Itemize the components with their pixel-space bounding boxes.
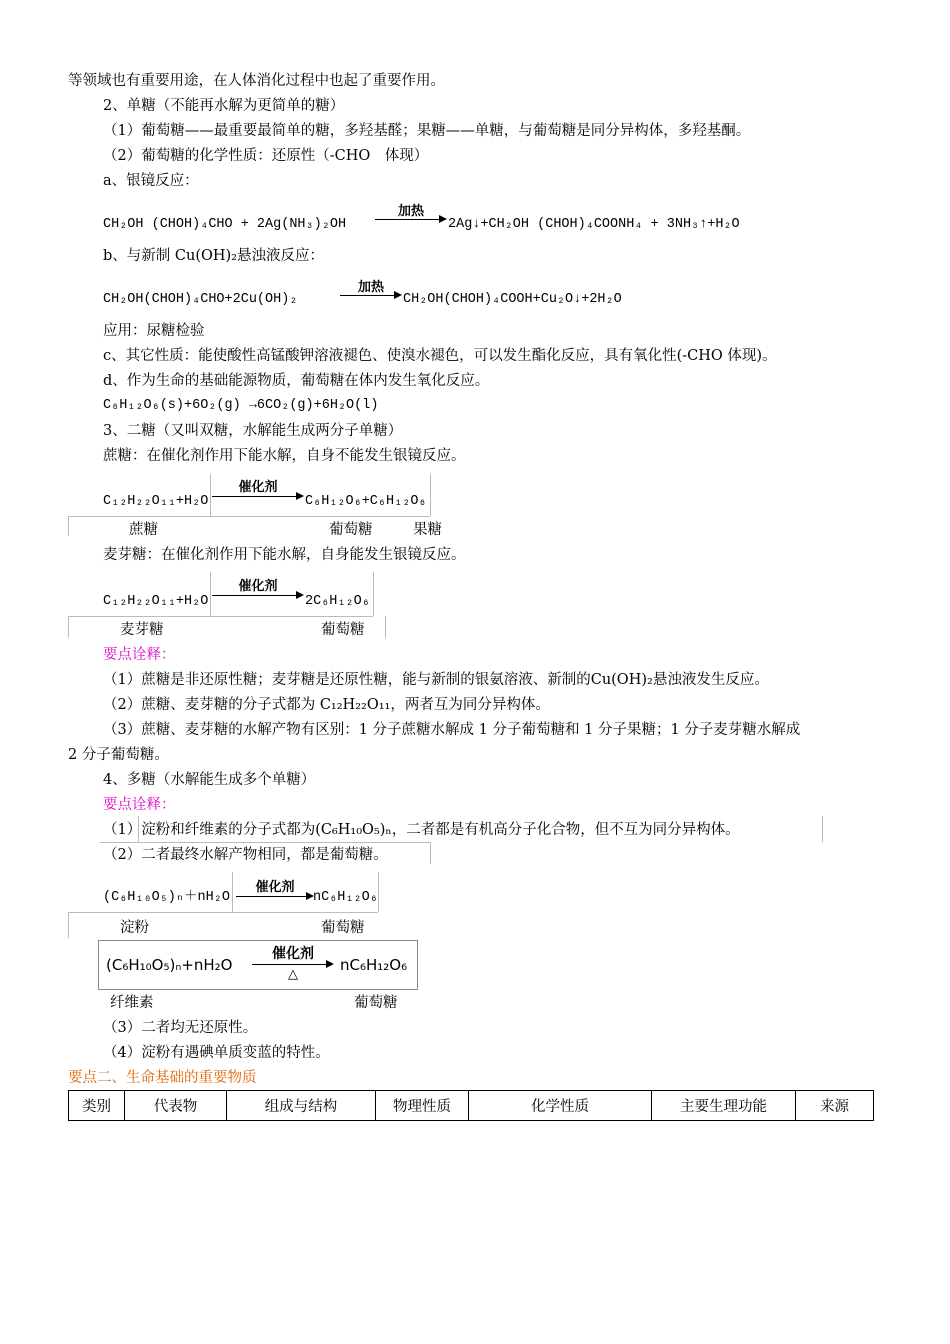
eq7-heat: △ xyxy=(288,967,298,982)
maltose-description: 麦芽糖：在催化剂作用下能水解，自身能发生银镜反应。 xyxy=(103,547,466,563)
application-text: 应用：尿糖检验 xyxy=(103,323,205,339)
intro-text: 等领域也有重要用途，在人体消化过程中也起了重要作用。 xyxy=(68,73,445,89)
table-header-cell: 化学性质 xyxy=(469,1091,652,1121)
heading-polysaccharide: 4、多糖（水解能生成多个单糖） xyxy=(103,772,316,788)
eq2-right: CH₂OH(CHOH)₄COOH+Cu₂O↓+2H₂O xyxy=(403,292,622,307)
label-starch: 淀粉 xyxy=(120,920,149,936)
table-header-cell: 物理性质 xyxy=(376,1091,469,1121)
mono-point-1: （1）葡萄糖——最重要最简单的糖，多羟基醛；果糖——单糖，与葡萄糖是同分异构体，多羟基酮。 xyxy=(103,123,751,139)
label-maltose: 麦芽糖 xyxy=(120,622,164,638)
eq1-right: 2Ag↓+CH₂OH (CHOH)₄COONH₄ + 3NH₃↑+H₂O xyxy=(448,217,740,232)
label-sucrose: 蔗糖 xyxy=(129,522,158,538)
eq4-arrow xyxy=(212,476,304,506)
table-header-cell: 代表物 xyxy=(125,1091,227,1121)
eq1-left: CH₂OH (CHOH)₄CHO + 2Ag(NH₃)₂OH xyxy=(103,217,347,232)
eq2-condition: 加热 xyxy=(357,280,384,295)
di-point-1: （1）蔗糖是非还原性糖；麦芽糖是还原性糖，能与新制的银氨溶液、新制的Cu(OH)₂悬浊液发生反应。 xyxy=(103,672,769,688)
key-points-title-1: 要点诠释： xyxy=(103,647,176,663)
cuoh2-label: b、与新制 Cu(OH)₂悬浊液反应： xyxy=(103,248,324,264)
eq1-arrow xyxy=(375,200,447,230)
table-header-cell: 组成与结构 xyxy=(227,1091,376,1121)
substances-table xyxy=(68,1090,874,1121)
poly-point-2: （2）二者最终水解产物相同，都是葡萄糖。 xyxy=(103,847,388,863)
eq7-arrow xyxy=(252,943,334,985)
eq6-right: nC₆H₁₂O₆ xyxy=(313,890,378,905)
poly-point-4: （4）淀粉有遇碘单质变蓝的特性。 xyxy=(103,1045,330,1061)
eq4-left: C₁₂H₂₂O₁₁+H₂O xyxy=(103,494,209,509)
poly-point-3: （3）二者均无还原性。 xyxy=(103,1020,258,1036)
silver-mirror-label: a、银镜反应： xyxy=(103,173,199,189)
label-fructose: 果糖 xyxy=(413,522,442,538)
heading-disaccharide: 3、二糖（又叫双糖，水解能生成两分子单糖） xyxy=(103,423,403,439)
table-header-cell: 主要生理功能 xyxy=(652,1091,796,1121)
eq5-condition: 催化剂 xyxy=(238,579,278,594)
section-2-title: 要点二、生命基础的重要物质 xyxy=(68,1070,257,1086)
eq4-right: C₆H₁₂O₆+C₆H₁₂O₆ xyxy=(305,494,427,509)
table-header-cell: 类别 xyxy=(69,1091,125,1121)
eq7-right: nC₆H₁₂O₆ xyxy=(340,956,408,974)
heading-monosaccharide: 2、单糖（不能再水解为更简单的糖） xyxy=(103,98,345,114)
eq7-condition: 催化剂 xyxy=(272,946,314,962)
eq2-left: CH₂OH(CHOH)₄CHO+2Cu(OH)₂ xyxy=(103,292,298,307)
poly-point-1: （1）淀粉和纤维素的分子式都为(C₆H₁₀O₅)ₙ，二者都是有机高分子化合物，但不互为同分异构体。 xyxy=(103,822,740,838)
label-glucose-1: 葡萄糖 xyxy=(329,522,373,538)
eq4-condition: 催化剂 xyxy=(238,480,278,495)
di-point-3a: （3）蔗糖、麦芽糖的水解产物有区别：1 分子蔗糖水解成 1 分子葡萄糖和 1 分子果糖；1 分子麦芽糖水解成 xyxy=(103,722,801,738)
eq5-left: C₁₂H₂₂O₁₁+H₂O xyxy=(103,594,209,609)
eq6-arrow xyxy=(236,876,314,904)
table-header-cell: 来源 xyxy=(796,1091,874,1121)
label-glucose-2: 葡萄糖 xyxy=(321,622,365,638)
sucrose-description: 蔗糖：在催化剂作用下能水解，自身不能发生银镜反应。 xyxy=(103,448,466,464)
eq5-right: 2C₆H₁₂O₆ xyxy=(305,594,370,609)
eq2-arrow xyxy=(340,276,402,306)
mono-point-2: （2）葡萄糖的化学性质：还原性（-CHO 体现） xyxy=(103,148,429,164)
mono-point-c: c、其它性质：能使酸性高锰酸钾溶液褪色、使溴水褪色，可以发生酯化反应，具有氧化性(-CHO 体现)。 xyxy=(103,348,777,364)
eq6-condition: 催化剂 xyxy=(255,880,295,895)
eq7-left: (C₆H₁₀O₅)ₙ+nH₂O xyxy=(106,956,233,974)
label-cellulose: 纤维素 xyxy=(110,995,154,1011)
label-glucose-3: 葡萄糖 xyxy=(321,920,365,936)
eq5-arrow xyxy=(212,575,304,605)
key-points-title-2: 要点诠释： xyxy=(103,797,176,813)
mono-point-d: d、作为生命的基础能源物质，葡萄糖在体内发生氧化反应。 xyxy=(103,373,490,389)
di-point-2: （2）蔗糖、麦芽糖的分子式都为 C₁₂H₂₂O₁₁，两者互为同分异构体。 xyxy=(103,697,550,713)
label-glucose-4: 葡萄糖 xyxy=(354,995,398,1011)
eq1-condition: 加热 xyxy=(397,204,424,219)
eq6-left: (C₆H₁₀O₅)ₙ＋nH₂O xyxy=(103,890,230,905)
di-point-3b: 2 分子葡萄糖。 xyxy=(68,747,169,763)
table-header-row xyxy=(69,1091,874,1121)
eq3: C₆H₁₂O₆(s)+6O₂(g) →6CO₂(g)+6H₂O(l) xyxy=(103,398,379,413)
